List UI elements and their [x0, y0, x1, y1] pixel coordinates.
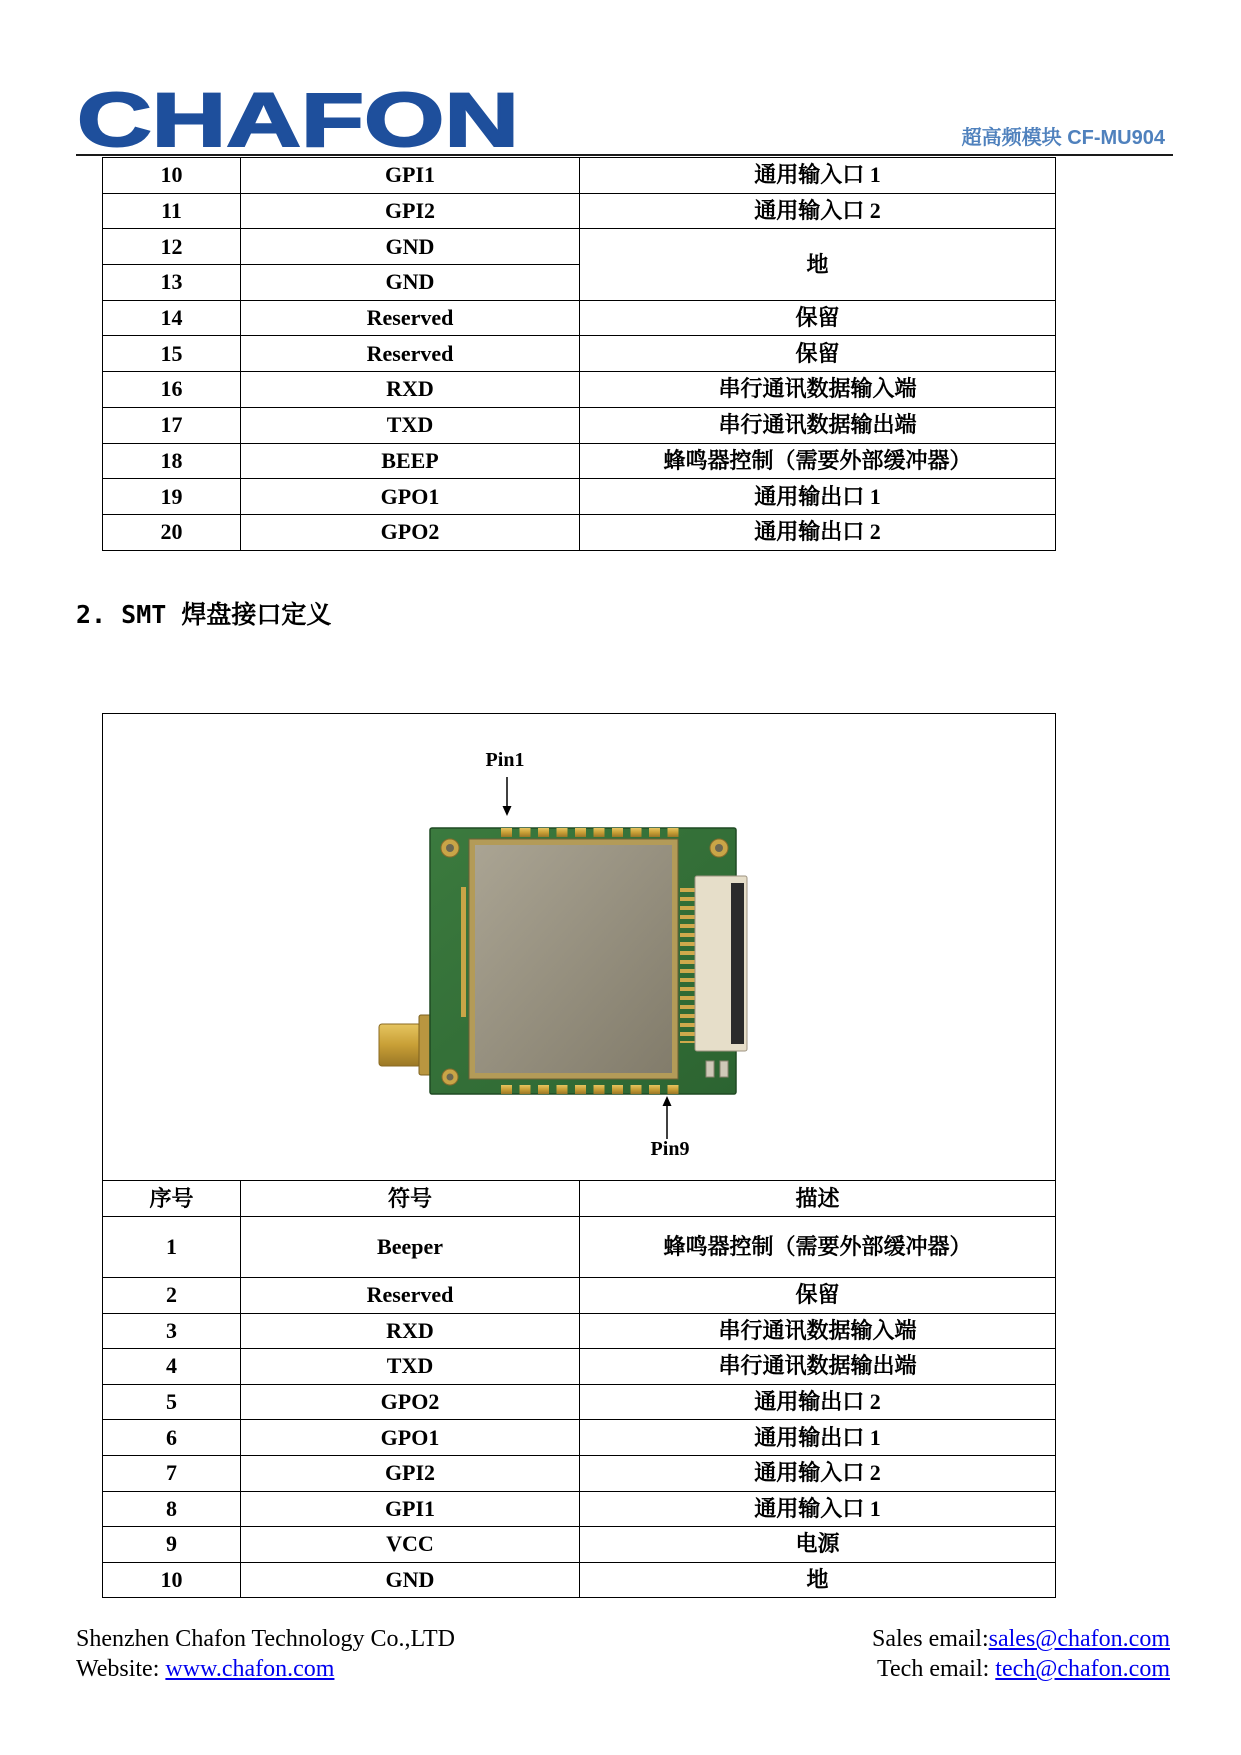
pin-symbol-cell: TXD [241, 1349, 580, 1385]
pin-symbol-cell: GPO1 [241, 1420, 580, 1456]
small-pad [706, 1061, 714, 1077]
table-row [103, 1278, 1056, 1314]
pin-symbol-cell: RXD [241, 1313, 580, 1349]
pin-number-cell: 13 [103, 265, 241, 301]
pin9-arrow [663, 1096, 672, 1139]
pin-description-cell: 地 [580, 1562, 1056, 1598]
pin-description-cell: 保留 [580, 336, 1056, 372]
pin-symbol-cell: GPO1 [241, 479, 580, 515]
solder-pad [631, 828, 642, 837]
pin-description-cell: 蜂鸣器控制（需要外部缓冲器） [580, 1217, 1056, 1278]
fpc-connector-slot [731, 883, 744, 1044]
pin-description-cell: 保留 [580, 300, 1056, 336]
solder-pad [575, 1085, 586, 1094]
figure-row [103, 714, 1056, 1181]
chafon-logo [76, 88, 522, 150]
table-row [103, 158, 1056, 194]
solder-pad [501, 828, 512, 837]
footer-right [872, 1624, 1170, 1684]
mounting-hole [442, 1069, 458, 1085]
pin-description-cell: 串行通讯数据输入端 [580, 372, 1056, 408]
sales-email-link[interactable]: sales@chafon.com [988, 1626, 1170, 1652]
pin-number-cell: 9 [103, 1527, 241, 1563]
solder-pad [668, 1085, 679, 1094]
pin-description-cell: 通用输入口 2 [580, 193, 1056, 229]
pin-symbol-cell: GND [241, 1562, 580, 1598]
table-row [103, 1491, 1056, 1527]
pin-number-cell: 4 [103, 1349, 241, 1385]
pin1-arrow [503, 777, 512, 816]
small-pad [720, 1061, 728, 1077]
solder-pad [520, 1085, 531, 1094]
pin-number-cell: 8 [103, 1491, 241, 1527]
pin-symbol-cell: Reserved [241, 300, 580, 336]
pin-description-cell-merged: 地 [580, 229, 1056, 300]
mounting-hole-center [715, 844, 723, 852]
pin-number-cell: 1 [103, 1217, 241, 1278]
pin-symbol-cell: GPO2 [241, 1384, 580, 1420]
table-row [103, 1349, 1056, 1385]
pin-symbol-cell: BEEP [241, 443, 580, 479]
solder-pad [538, 828, 549, 837]
solder-pad [631, 1085, 642, 1094]
pin-description-cell: 通用输出口 1 [580, 1420, 1056, 1456]
pin-description-cell: 通用输入口 2 [580, 1455, 1056, 1491]
pin-symbol-cell: Beeper [241, 1217, 580, 1278]
pin-number-cell: 10 [103, 158, 241, 194]
fpc-connector [680, 876, 747, 1051]
shield-can-lid [475, 845, 672, 1073]
pin-symbol-cell: Reserved [241, 336, 580, 372]
edge-trace [461, 887, 466, 1017]
pin-symbol-cell: VCC [241, 1527, 580, 1563]
table-row [103, 1527, 1056, 1563]
solder-pad [575, 828, 586, 837]
pin-description-cell: 通用输入口 1 [580, 1491, 1056, 1527]
pin-symbol-cell: GND [241, 229, 580, 265]
mounting-hole-center [446, 844, 454, 852]
pin-number-cell: 10 [103, 1562, 241, 1598]
mounting-hole [441, 839, 459, 857]
pin-description-cell: 串行通讯数据输出端 [580, 407, 1056, 443]
table-row [103, 300, 1056, 336]
pin-number-cell: 19 [103, 479, 241, 515]
table-row [103, 372, 1056, 408]
pin-number-cell: 18 [103, 443, 241, 479]
table-row [103, 443, 1056, 479]
table-row [103, 1313, 1056, 1349]
pin-description-cell: 串行通讯数据输入端 [580, 1313, 1056, 1349]
pin-symbol-cell: GPI2 [241, 1455, 580, 1491]
pin-symbol-cell: Reserved [241, 1278, 580, 1314]
pin-description-cell: 通用输出口 2 [580, 514, 1056, 550]
table-row [103, 336, 1056, 372]
footer-tech-line [872, 1654, 1170, 1684]
table-row [103, 1455, 1056, 1491]
column-header-description: 描述 [580, 1181, 1056, 1217]
table-row [103, 1420, 1056, 1456]
pin-number-cell: 5 [103, 1384, 241, 1420]
solder-pad [649, 828, 660, 837]
logo-wordmark: CHAFON [77, 88, 519, 150]
pin-number-cell: 20 [103, 514, 241, 550]
sma-connector-body [379, 1024, 421, 1066]
header-rule [76, 154, 1173, 156]
solder-pad [612, 1085, 623, 1094]
pin-symbol-cell: GPI1 [241, 1491, 580, 1527]
pin-symbol-cell: TXD [241, 407, 580, 443]
shield-can [469, 839, 678, 1079]
fpc-connector-pins [680, 885, 696, 1043]
table-row [103, 229, 1056, 265]
figure-cell [103, 714, 1056, 1181]
pin-number-cell: 12 [103, 229, 241, 265]
footer-company: Shenzhen Chafon Technology Co.,LTD [76, 1626, 455, 1652]
column-header-symbol: 符号 [241, 1181, 580, 1217]
pin-number-cell: 3 [103, 1313, 241, 1349]
mounting-hole-center [447, 1073, 454, 1080]
footer-website-line [76, 1654, 455, 1684]
tech-email-link[interactable]: tech@chafon.com [995, 1656, 1170, 1682]
footer-sales-line [872, 1624, 1170, 1654]
table-row [103, 514, 1056, 550]
pin-number-cell: 15 [103, 336, 241, 372]
pin-symbol-cell: RXD [241, 372, 580, 408]
smt-module-figure [103, 715, 1054, 1180]
pin-number-cell: 7 [103, 1455, 241, 1491]
pin1-label: Pin1 [485, 748, 525, 771]
pin-symbol-cell: GPI1 [241, 158, 580, 194]
column-header-number: 序号 [103, 1181, 241, 1217]
solder-pad [538, 1085, 549, 1094]
mounting-hole [710, 839, 728, 857]
table-row [103, 193, 1056, 229]
pin-symbol-cell: GPO2 [241, 514, 580, 550]
section-heading: 2. SMT 焊盘接口定义 [76, 600, 332, 629]
sales-email-label: Sales email: [871, 1626, 989, 1652]
solder-pad [649, 1085, 660, 1094]
pin-table-continued [102, 157, 1056, 551]
solder-pad [612, 828, 623, 837]
pin-number-cell: 14 [103, 300, 241, 336]
pin-number-cell: 16 [103, 372, 241, 408]
table-header-row [103, 1181, 1056, 1217]
tech-email-label: Tech email: [877, 1656, 996, 1682]
pin-symbol-cell: GPI2 [241, 193, 580, 229]
solder-pad [557, 828, 568, 837]
table-row [103, 479, 1056, 515]
solder-pad [501, 1085, 512, 1094]
solder-pad [557, 1085, 568, 1094]
pin-description-cell: 保留 [580, 1278, 1056, 1314]
solder-pad [520, 828, 531, 837]
pin-number-cell: 11 [103, 193, 241, 229]
solder-pad [594, 1085, 605, 1094]
solder-pad [668, 828, 679, 837]
pin-description-cell: 通用输出口 1 [580, 479, 1056, 515]
table-row [103, 1562, 1056, 1598]
smt-pad-table [102, 713, 1056, 1598]
pin-description-cell: 蜂鸣器控制（需要外部缓冲器） [580, 443, 1056, 479]
table-row [103, 1384, 1056, 1420]
website-link[interactable]: www.chafon.com [165, 1656, 335, 1682]
pin9-arrow-head [663, 1096, 672, 1106]
pin-number-cell: 17 [103, 407, 241, 443]
table-row [103, 407, 1056, 443]
pin1-arrow-head [503, 806, 512, 816]
pin-description-cell: 通用输出口 2 [580, 1384, 1056, 1420]
pin-description-cell: 串行通讯数据输出端 [580, 1349, 1056, 1385]
pin-symbol-cell: GND [241, 265, 580, 301]
product-label: 超高频模块 CF-MU904 [961, 127, 1165, 149]
footer-left [76, 1624, 455, 1684]
pin-description-cell: 通用输入口 1 [580, 158, 1056, 194]
website-label: Website: [76, 1656, 166, 1682]
pin-number-cell: 6 [103, 1420, 241, 1456]
solder-pad [594, 828, 605, 837]
pin-description-cell: 电源 [580, 1527, 1056, 1563]
pin-number-cell: 2 [103, 1278, 241, 1314]
pin9-label: Pin9 [650, 1137, 690, 1160]
table-row [103, 1217, 1056, 1278]
